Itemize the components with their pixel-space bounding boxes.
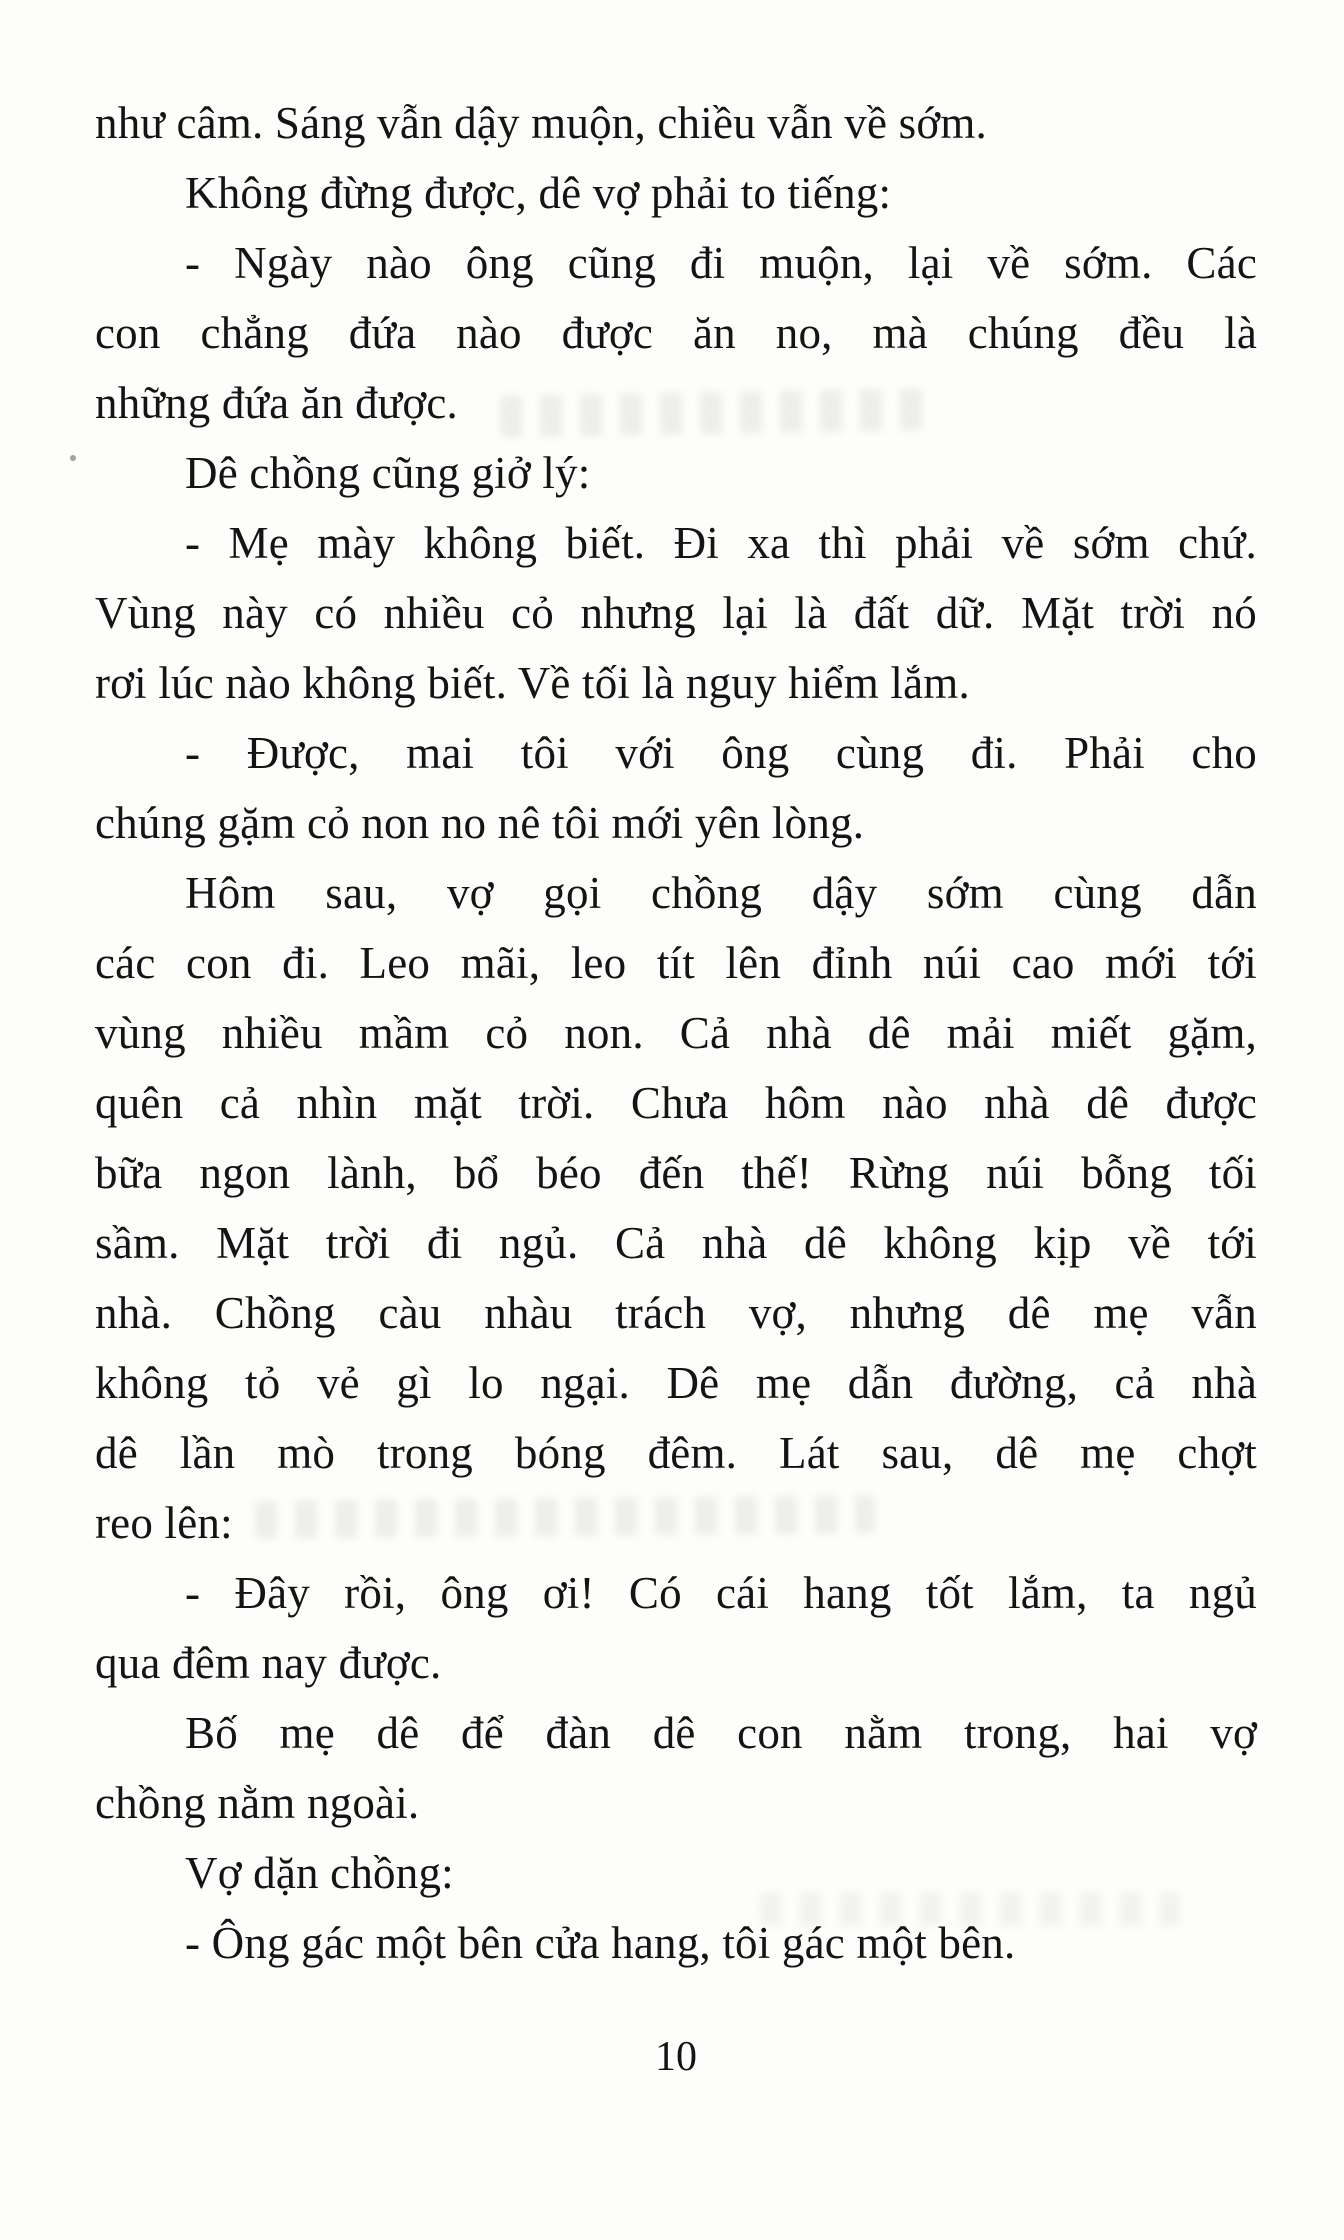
text-line: chúng gặm cỏ non no nê tôi mới yên lòng. [95,798,865,848]
text-line: các con đi. Leo mãi, leo tít lên đỉnh núi cao mới tới [95,938,1257,988]
text-line: - Ông gác một bên cửa hang, tôi gác một bên. [185,1918,1016,1968]
text-line: Không đừng được, dê vợ phải to tiếng: [185,168,892,218]
text-line: nhà. Chồng càu nhàu trách vợ, nhưng dê mẹ vẫn [95,1288,1257,1338]
text-line: vùng nhiều mầm cỏ non. Cả nhà dê mải miết gặm, [95,1008,1257,1058]
text-line: rơi lúc nào không biết. Về tối là nguy hiểm lắm. [95,658,970,708]
page-number: 10 [655,2034,697,2080]
text-line: Vùng này có nhiều cỏ nhưng lại là đất dữ. Mặt trời nó [95,588,1257,638]
story-text-block [95,88,1257,1978]
text-line: dê lần mò trong bóng đêm. Lát sau, dê mẹ chợt [95,1428,1257,1478]
text-line: Bố mẹ dê để đàn dê con nằm trong, hai vợ [185,1708,1257,1758]
text-line: reo lên: [95,1498,233,1548]
text-line: con chẳng đứa nào được ăn no, mà chúng đều là [95,308,1257,358]
text-line: bữa ngon lành, bổ béo đến thế! Rừng núi bỗng tối [95,1148,1257,1198]
scan-speck [70,455,76,461]
text-line: qua đêm nay được. [95,1638,442,1688]
text-line: Hôm sau, vợ gọi chồng dậy sớm cùng dẫn [185,868,1257,918]
text-line: quên cả nhìn mặt trời. Chưa hôm nào nhà dê được [95,1078,1257,1128]
text-line: chồng nằm ngoài. [95,1778,420,1828]
text-line: Vợ dặn chồng: [185,1848,454,1898]
text-line: - Mẹ mày không biết. Đi xa thì phải về sớm chứ. [185,518,1257,568]
text-line: không tỏ vẻ gì lo ngại. Dê mẹ dẫn đường, cả nhà [95,1358,1257,1408]
text-line: những đứa ăn được. [95,378,458,428]
text-line: Dê chồng cũng giở lý: [185,448,591,498]
text-line: - Được, mai tôi với ông cùng đi. Phải cho [185,728,1257,778]
text-line: như câm. Sáng vẫn dậy muộn, chiều vẫn về sớm. [95,98,987,148]
text-line: sầm. Mặt trời đi ngủ. Cả nhà dê không kịp về tới [95,1218,1257,1268]
text-line: - Đây rồi, ông ơi! Có cái hang tốt lắm, ta ngủ [185,1568,1257,1618]
text-line: - Ngày nào ông cũng đi muộn, lại về sớm. Các [185,238,1257,288]
